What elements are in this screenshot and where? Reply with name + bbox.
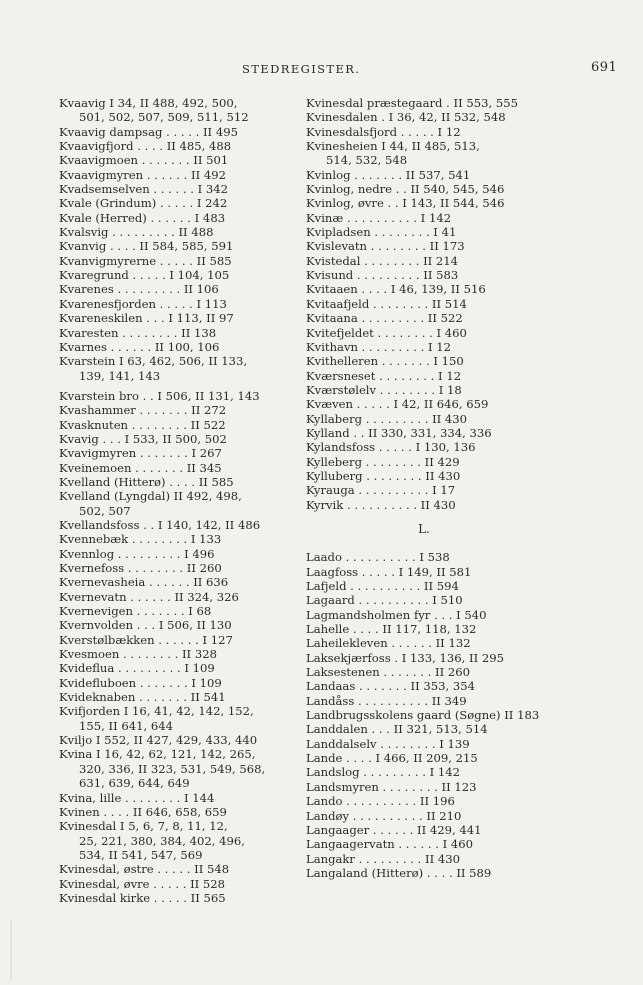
page-header bbox=[0, 60, 643, 80]
index-entry: Lande . . . . I 466, II 209, 215 bbox=[306, 751, 478, 766]
index-entry: Kvaavigmyren . . . . . . II 492 bbox=[59, 167, 227, 182]
index-entry: Kyllaberg . . . . . . . . . II 430 bbox=[306, 411, 468, 426]
index-entry: Kvideflua . . . . . . . . . I 109 bbox=[59, 661, 215, 676]
index-entry: Kvale (Grindum) . . . . . I 242 bbox=[59, 196, 228, 211]
index-entry: Landøy . . . . . . . . . . II 210 bbox=[306, 808, 462, 823]
index-entry: Landsmyren . . . . . . . . II 123 bbox=[306, 779, 477, 794]
index-entry: Kvernvolden . . . I 506, II 130 bbox=[59, 618, 232, 633]
index-entry: Kvina, lille . . . . . . . . I 144 bbox=[59, 790, 215, 805]
index-entry: Kvarstein bro . . I 506, II 131, 143 bbox=[59, 388, 260, 403]
index-entry-continuation: 320, 336, II 323, 531, 549, 568, bbox=[79, 761, 266, 776]
index-entry: Kvitefjeldet . . . . . . . . I 460 bbox=[306, 325, 467, 340]
index-entry: Kvinesdal, øvre . . . . . II 528 bbox=[59, 876, 226, 891]
index-entry: Kvavig . . . I 533, II 500, 502 bbox=[59, 431, 227, 446]
index-entry: Kvinesdalen . I 36, 42, II 532, 548 bbox=[306, 110, 506, 125]
index-entry: Kvithelleren . . . . . . . I 150 bbox=[306, 354, 464, 369]
index-entry: Kvinesdal, østre . . . . . II 548 bbox=[59, 862, 230, 877]
index-entry: Kvitaana . . . . . . . . . II 522 bbox=[306, 311, 463, 326]
index-entry: Kvadsemselven . . . . . . I 342 bbox=[59, 182, 229, 197]
index-entry: Landbrugsskolens gaard (Søgne) II 183 bbox=[306, 708, 540, 723]
index-entry: Kvennlog . . . . . . . . . I 496 bbox=[59, 546, 215, 561]
index-entry: Kylandsfoss . . . . . I 130, 136 bbox=[306, 440, 476, 455]
index-entry: Kvinesdal I 5, 6, 7, 8, 11, 12, bbox=[59, 819, 228, 834]
index-entry: Kvaavig I 34, II 488, 492, 500, bbox=[59, 96, 238, 110]
index-entry: Kvellandsfoss . . I 140, 142, II 486 bbox=[59, 517, 261, 532]
index-column-right bbox=[306, 96, 542, 880]
index-entry: Kvifjorden I 16, 41, 42, 142, 152, bbox=[59, 704, 254, 719]
index-entry-continuation: 501, 502, 507, 509, 511, 512 bbox=[79, 110, 249, 125]
index-entry: Kvinæ . . . . . . . . . . I 142 bbox=[306, 210, 452, 225]
index-entry: Laagfoss . . . . . I 149, II 581 bbox=[306, 564, 472, 579]
index-entry: Kvasknuten . . . . . . . . II 522 bbox=[59, 417, 226, 432]
index-entry: Kvesmoen . . . . . . . . II 328 bbox=[59, 647, 217, 662]
index-entry: Kvareneskilen . . . I 113, II 97 bbox=[59, 311, 234, 326]
index-entry: Kvernevasheia . . . . . . II 636 bbox=[59, 575, 229, 590]
index-entry: Kvavigmyren . . . . . . . I 267 bbox=[59, 446, 222, 461]
index-entry-continuation: 631, 639, 644, 649 bbox=[79, 776, 190, 791]
index-entry: Kvina I 16, 42, 62, 121, 142, 265, bbox=[59, 747, 256, 762]
index-entry: Kvarstein I 63, 462, 506, II 133, bbox=[59, 354, 248, 369]
index-entry: Landslog . . . . . . . . . I 142 bbox=[306, 765, 460, 780]
index-entry: Kvinlog . . . . . . . II 537, 541 bbox=[306, 167, 471, 182]
index-entry: Kylland . . II 330, 331, 334, 336 bbox=[306, 425, 492, 440]
index-entry: Laksekjærfoss . I 133, 136, II 295 bbox=[306, 650, 504, 665]
index-entry-continuation: 502, 507 bbox=[79, 503, 131, 518]
index-entry: Kveinemoen . . . . . . . II 345 bbox=[59, 460, 222, 475]
index-entry: Kvideknaben . . . . . . . II 541 bbox=[59, 690, 226, 705]
index-entry: Kylleberg . . . . . . . . II 429 bbox=[306, 454, 460, 469]
section-letter-heading: L. bbox=[418, 521, 430, 536]
index-column-left bbox=[59, 96, 291, 905]
page-edge-mark bbox=[10, 920, 12, 980]
index-entry: Laheilekleven . . . . . . II 132 bbox=[306, 636, 471, 651]
index-entry-continuation: 534, II 541, 547, 569 bbox=[79, 847, 203, 862]
index-entry: Kvaregrund . . . . . I 104, 105 bbox=[59, 268, 230, 283]
index-entry: Kværstølelv . . . . . . . . I 18 bbox=[306, 382, 462, 397]
index-entry: Landaas . . . . . . . II 353, 354 bbox=[306, 679, 476, 694]
index-entry: Langaager . . . . . . II 429, 441 bbox=[306, 822, 482, 837]
index-entry: Kvitaafjeld . . . . . . . . II 514 bbox=[306, 296, 467, 311]
index-entry: Kvidefluboen . . . . . . . I 109 bbox=[59, 675, 222, 690]
index-entry: Lando . . . . . . . . . . II 196 bbox=[306, 794, 455, 809]
index-entry: Kvaavigfjord . . . . II 485, 488 bbox=[59, 139, 232, 154]
index-entry: Kvipladsen . . . . . . . . I 41 bbox=[306, 225, 457, 240]
index-entry: Kvinlog, øvre . . I 143, II 544, 546 bbox=[306, 196, 505, 211]
index-entry-continuation: 514, 532, 548 bbox=[326, 153, 408, 168]
index-entry: Kviljo I 552, II 427, 429, 433, 440 bbox=[59, 733, 258, 748]
index-entry: Kvinen . . . . II 646, 658, 659 bbox=[59, 804, 227, 819]
index-entry: Landdalselv . . . . . . . . I 139 bbox=[306, 736, 470, 751]
index-entry: Kvale (Herred) . . . . . . I 483 bbox=[59, 210, 226, 225]
index-entry: Kvæven . . . . . I 42, II 646, 659 bbox=[306, 397, 489, 412]
index-entry: Kvithavn . . . . . . . . . I 12 bbox=[306, 339, 452, 354]
index-entry: Laksestenen . . . . . . . II 260 bbox=[306, 665, 470, 680]
index-entry: Kvislevatn . . . . . . . . II 173 bbox=[306, 239, 465, 254]
index-entry: Kvaavigmoen . . . . . . . II 501 bbox=[59, 153, 229, 168]
index-entry: Kvanvigmyrerne . . . . . II 585 bbox=[59, 253, 232, 268]
index-entry: Kvitaaen . . . . I 46, 139, II 516 bbox=[306, 282, 486, 297]
index-entry: Landåss . . . . . . . . . . II 349 bbox=[306, 693, 467, 708]
index-entry: Kvinesdalsfjord . . . . . I 12 bbox=[306, 124, 461, 139]
index-entry: Kvarenes . . . . . . . . . II 106 bbox=[59, 282, 219, 297]
index-entry: Lafjeld . . . . . . . . . . II 594 bbox=[306, 579, 459, 593]
index-entry: Langaagervatn . . . . . . I 460 bbox=[306, 837, 474, 852]
index-entry-continuation: 155, II 641, 644 bbox=[79, 718, 173, 733]
index-entry: Kvernevatn . . . . . . II 324, 326 bbox=[59, 589, 239, 604]
index-entry: Kverstølbækken . . . . . . I 127 bbox=[59, 632, 233, 647]
index-entry-continuation: 139, 141, 143 bbox=[79, 368, 161, 383]
index-entry: Langaland (Hitterø) . . . . II 589 bbox=[306, 865, 492, 880]
index-entry: Langakr . . . . . . . . . II 430 bbox=[306, 851, 460, 866]
index-entry: Lahelle . . . . II 117, 118, 132 bbox=[306, 622, 477, 637]
index-entry-continuation: 25, 221, 380, 384, 402, 496, bbox=[79, 833, 245, 848]
index-entry: Kvarnes . . . . . . II 100, 106 bbox=[59, 339, 220, 354]
index-entry: Kvinesdal kirke . . . . . II 565 bbox=[59, 890, 226, 905]
index-entry: Kvistedal . . . . . . . . II 214 bbox=[306, 253, 459, 268]
index-entry: Kyrauga . . . . . . . . . . I 17 bbox=[306, 483, 456, 498]
index-entry: Kyrvik . . . . . . . . . . II 430 bbox=[306, 497, 456, 512]
index-entry: Kvinlog, nedre . . II 540, 545, 546 bbox=[306, 182, 505, 197]
index-entry: Kvisund . . . . . . . . . II 583 bbox=[306, 268, 459, 283]
index-entry: Lagaard . . . . . . . . . . I 510 bbox=[306, 593, 463, 608]
index-entry: Kvaavig dampsag . . . . . II 495 bbox=[59, 124, 238, 139]
index-entry: Kvennebæk . . . . . . . . I 133 bbox=[59, 532, 222, 547]
page-title: STEDREGISTER. bbox=[242, 62, 361, 76]
index-entry: Kvalsvig . . . . . . . . . II 488 bbox=[59, 225, 214, 240]
index-entry: Kvarenesfjorden . . . . . I 113 bbox=[59, 296, 227, 311]
index-entry: Kvinesheien I 44, II 485, 513, bbox=[306, 139, 480, 154]
index-entry: Landdalen . . . II 321, 513, 514 bbox=[306, 722, 488, 737]
index-entry: Kvelland (Hitterø) . . . . II 585 bbox=[59, 474, 234, 489]
index-entry: Lagmandsholmen fyr . . . I 540 bbox=[306, 607, 487, 622]
index-entry: Kvernefoss . . . . . . . . II 260 bbox=[59, 561, 222, 575]
index-entry: Kvaresten . . . . . . . . II 138 bbox=[59, 325, 217, 340]
index-entry: Kvanvig . . . . II 584, 585, 591 bbox=[59, 239, 234, 254]
index-entry: Kvinesdal præstegaard . II 553, 555 bbox=[306, 96, 518, 110]
index-entry: Kvelland (Lyngdal) II 492, 498, bbox=[59, 489, 242, 504]
index-entry: Kvashammer . . . . . . . II 272 bbox=[59, 403, 227, 418]
index-entry: Kværsneset . . . . . . . . I 12 bbox=[306, 368, 462, 383]
page-number: 691 bbox=[591, 60, 618, 75]
index-entry: Kylluberg . . . . . . . . II 430 bbox=[306, 468, 461, 483]
index-entry: Laado . . . . . . . . . . I 538 bbox=[306, 550, 450, 565]
index-entry: Kvernevigen . . . . . . . I 68 bbox=[59, 604, 212, 619]
